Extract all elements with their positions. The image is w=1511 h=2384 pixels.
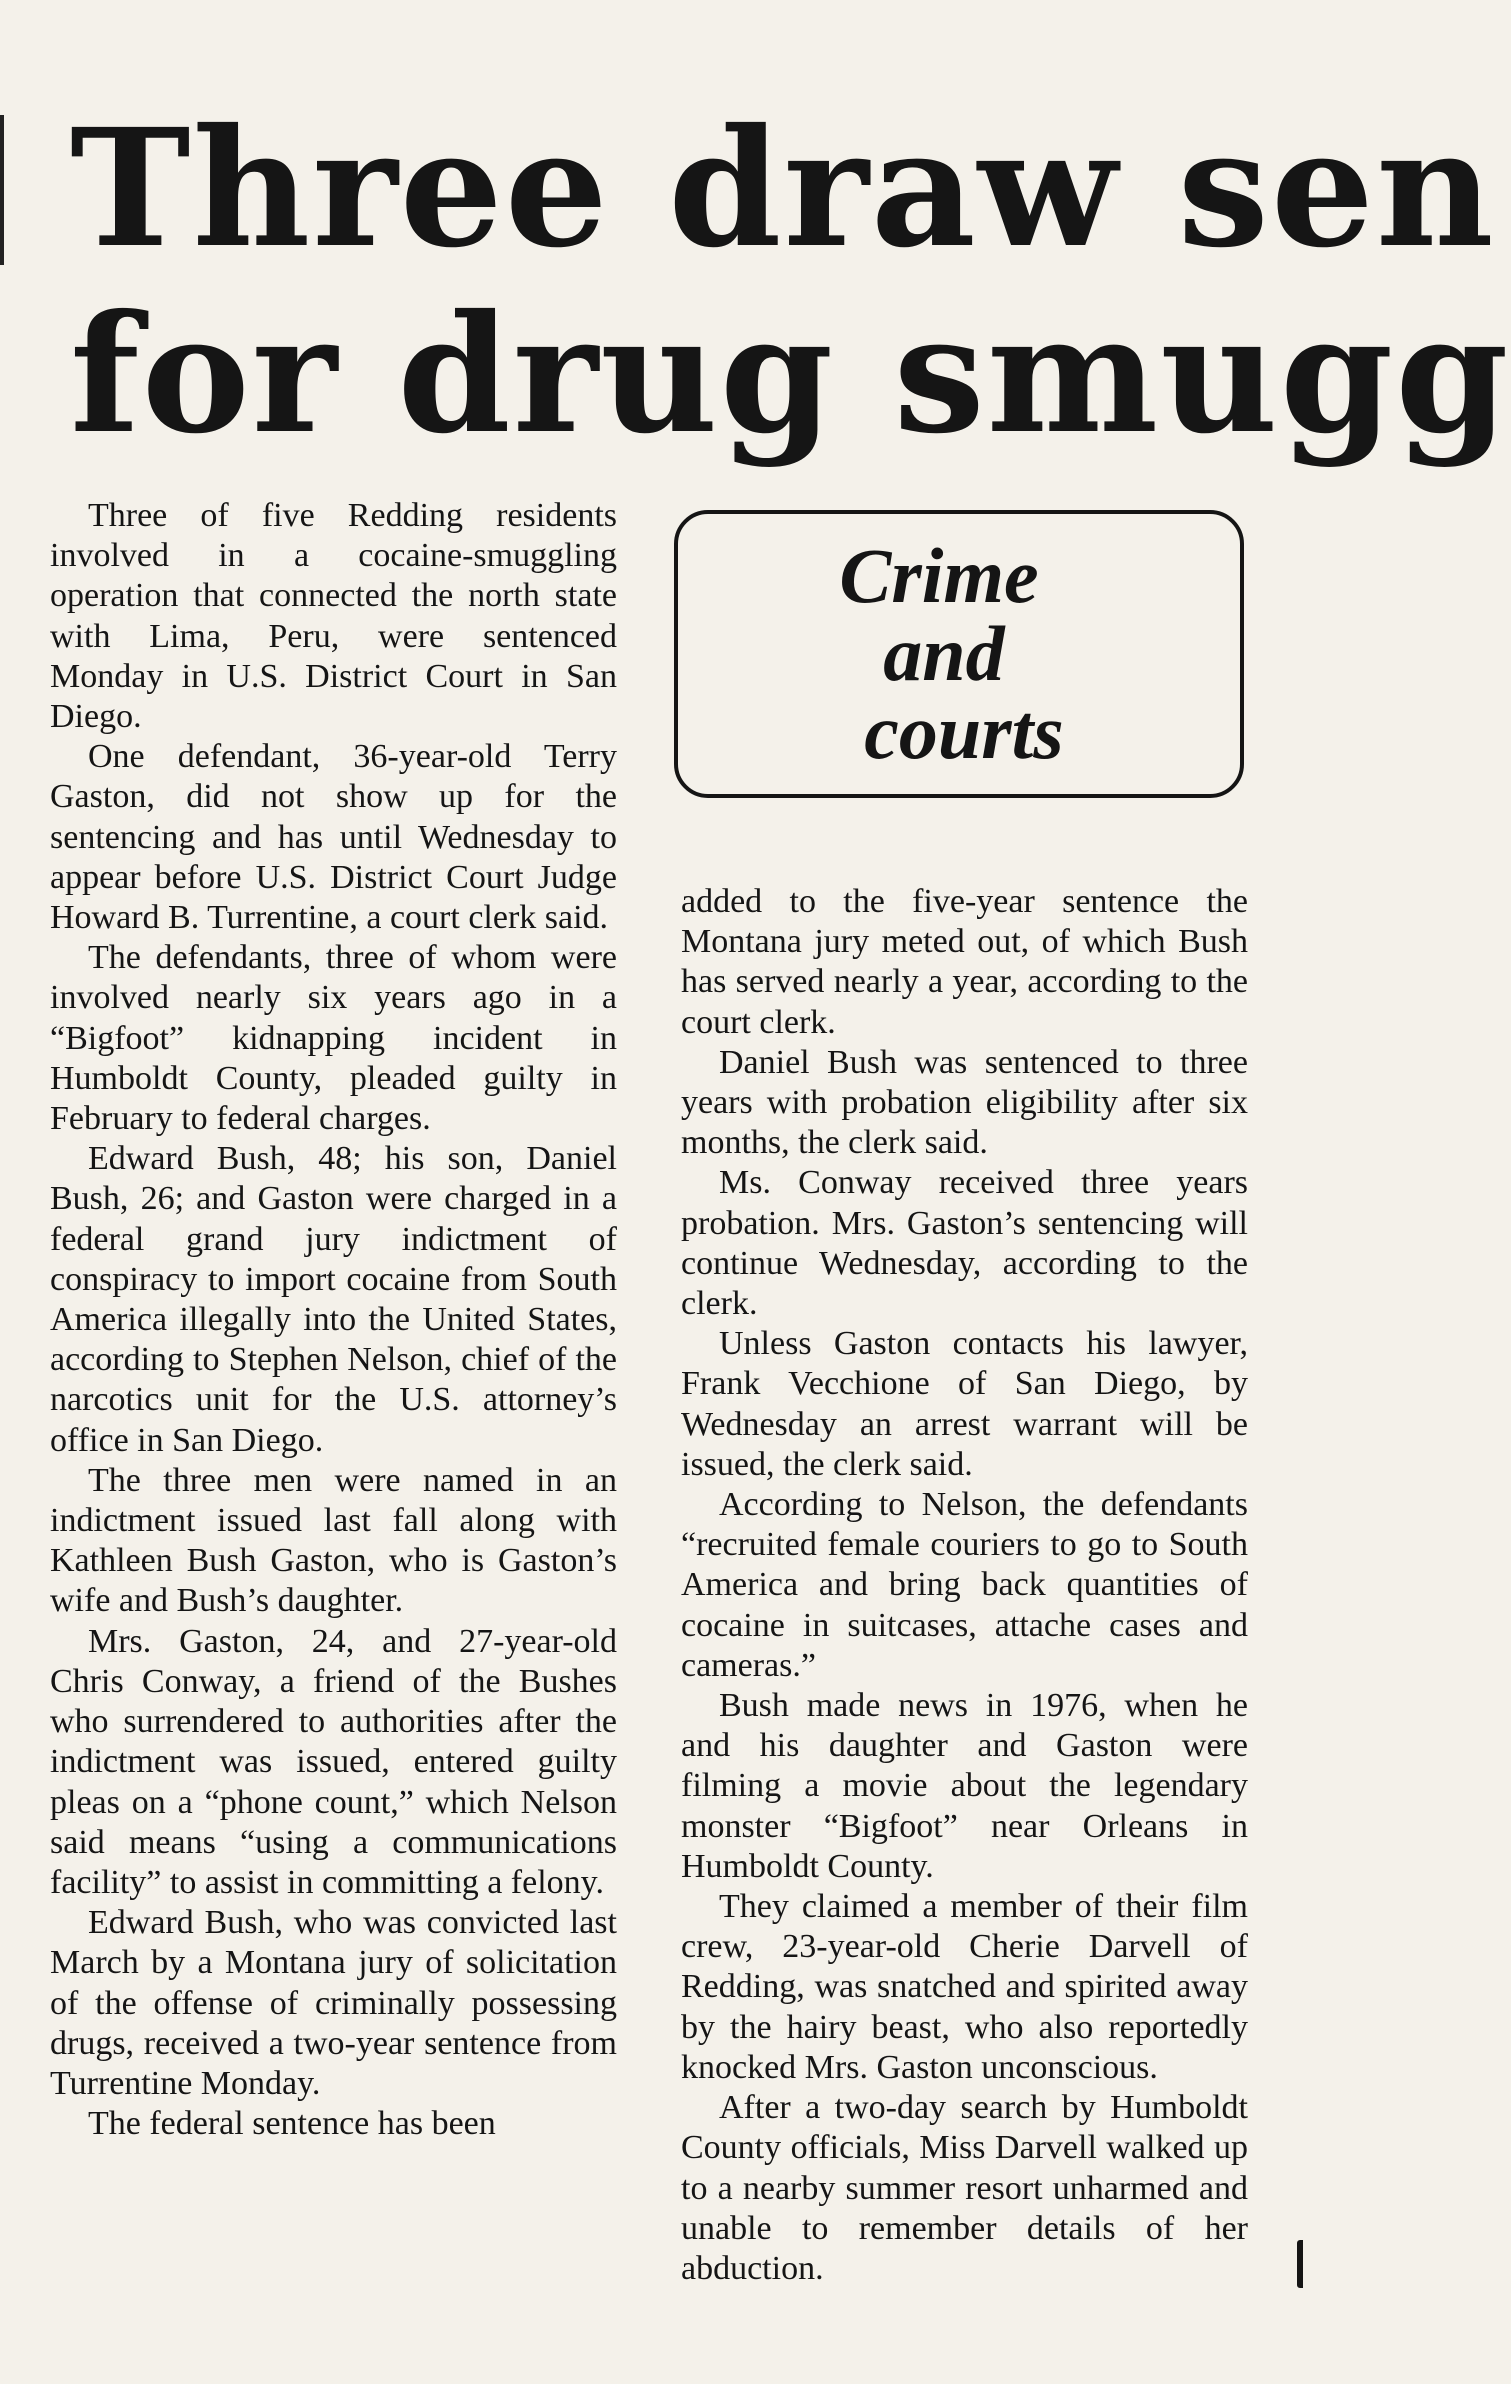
article-column-left [50, 496, 617, 2144]
paragraph: Three of five Redding residents involved in a cocaine-smuggling operation that connected the north state with Lima, Peru, were sentenced Monday in U.S. District Court in San Diego. [50, 497, 617, 736]
paragraph: Daniel Bush was sentenced to three years with probation eligibility after six months, the clerk said. [681, 1043, 1248, 1162]
section-label-line-2: and [883, 610, 1005, 697]
paragraph: They claimed a member of their film crew, 23-year-old Cherie Darvell of Redding, was snatched and spirited away by the hairy beast, who also reportedly knocked Mrs. Gaston unconscious. [681, 1888, 1248, 2086]
section-label-line-3: courts [864, 688, 1064, 775]
paragraph: After a two-day search by Humboldt County officials, Miss Darvell walked up to a nearby summer resort unharmed and unable to remember details of her abduction. [681, 2089, 1248, 2287]
section-label-line-1: Crime [839, 532, 1039, 619]
paragraph: Ms. Conway received three years probation. Mrs. Gaston’s sentencing will continue Wednesday, according to the clerk. [681, 1164, 1248, 1323]
paragraph: The federal sentence has been [88, 2105, 496, 2143]
paragraph: Mrs. Gaston, 24, and 27-year-old Chris Conway, a friend of the Bushes who surrendered to authorities after the indictment was issued, entered guilty pleas on a “phone count,” which Nelson said means “using a communications facility” to assist in committing a felony. [50, 1622, 617, 1901]
headline-line-2: for drug smugg [70, 280, 1511, 470]
page-edge-rule [0, 115, 4, 265]
paragraph: Edward Bush, who was convicted last March by a Montana jury of solicitation of the offense of criminally possessing drugs, received a two-year sentence from Turrentine Monday. [50, 1904, 617, 2102]
paragraph: added to the five-year sentence the Montana jury meted out, of which Bush has served nearly a year, according to the court clerk. [681, 883, 1248, 1041]
paragraph: Unless Gaston contacts his lawyer, Frank Vecchione of San Diego, by Wednesday an arrest warrant will be issued, the clerk said. [681, 1325, 1248, 1483]
paragraph: According to Nelson, the defendants “recruited female couriers to go to South America and bring back quantities of cocaine in suitcases, attache cases and cameras.” [681, 1486, 1248, 1684]
headline-line-1: Three draw sen [70, 94, 1496, 284]
paragraph: One defendant, 36-year-old Terry Gaston, did not show up for the sentencing and has until Wednesday to appear before U.S. District Court Judge Howard B. Turrentine, a court clerk said. [50, 738, 617, 937]
article-column-right [681, 882, 1248, 2289]
cropped-glyph-mark [1297, 2240, 1303, 2288]
paragraph: The defendants, three of whom were involved nearly six years ago in a “Bigfoot” kidnapping incident in Humboldt County, pleaded guilty in February to federal charges. [50, 939, 617, 1138]
paragraph: The three men were named in an indictment issued last fall along with Kathleen Bush Gaston, who is Gaston’s wife and Bush’s daughter. [50, 1461, 617, 1620]
headline [70, 94, 1511, 470]
section-label-crime-and-courts [674, 510, 1244, 798]
paragraph: Bush made news in 1976, when he and his daughter and Gaston were filming a movie about the legendary monster “Bigfoot” near Orleans in Humboldt County. [681, 1687, 1248, 1885]
paragraph: Edward Bush, 48; his son, Daniel Bush, 26; and Gaston were charged in a federal grand jury indictment of conspiracy to import cocaine from South America illegally into the United States, according to Stephen Nelson, chief of the narcotics unit for the U.S. attorney’s office in San Diego. [50, 1140, 617, 1459]
